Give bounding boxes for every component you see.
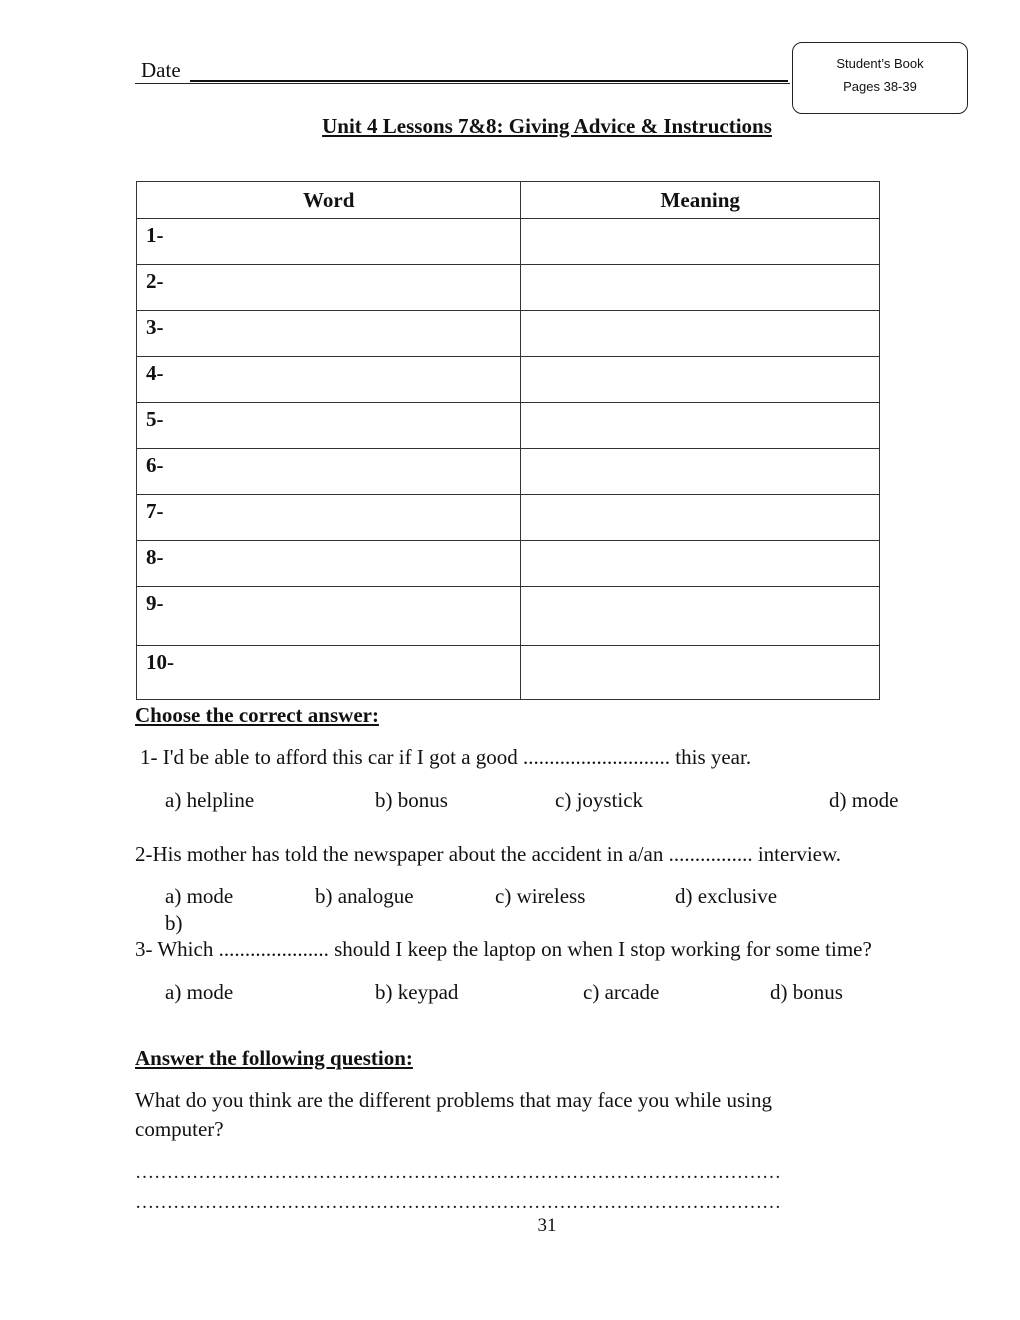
q3-option-d[interactable]: d) bonus	[770, 980, 843, 1004]
answer-line-1[interactable]: …………………………………………………………………………………………	[135, 1162, 781, 1183]
meaning-cell[interactable]	[521, 541, 880, 587]
table-header-row	[137, 182, 880, 219]
meaning-cell[interactable]	[521, 646, 880, 700]
q3-option-a[interactable]: a) mode	[165, 980, 234, 1004]
meaning-cell[interactable]	[521, 219, 880, 265]
page-title: Unit 4 Lessons 7&8: Giving Advice & Instructions	[322, 114, 772, 138]
table-row	[137, 403, 880, 449]
word-cell[interactable]: 9-	[137, 587, 521, 646]
date-blank-line	[190, 80, 788, 82]
word-cell[interactable]: 2-	[137, 265, 521, 311]
vocabulary-table	[136, 181, 880, 700]
meaning-cell[interactable]	[521, 449, 880, 495]
q1-option-c[interactable]: c) joystick	[555, 788, 644, 812]
table-row	[137, 449, 880, 495]
date-label: Date	[141, 58, 181, 82]
table-row	[137, 587, 880, 646]
book-ref-pages: Pages 38-39	[843, 79, 917, 94]
question-1-text: 1- I'd be able to afford this car if I got a good ............................ this year.	[140, 745, 752, 769]
page-number: 31	[537, 1215, 557, 1236]
word-cell[interactable]: 3-	[137, 311, 521, 357]
table-row	[137, 357, 880, 403]
open-question-line-1: What do you think are the different problems that may face you while using	[135, 1088, 773, 1112]
question-2-text: 2-His mother has told the newspaper about the accident in a/an ................ interview.	[135, 842, 842, 866]
word-cell[interactable]: 4-	[137, 357, 521, 403]
word-cell[interactable]: 7-	[137, 495, 521, 541]
q1-option-d[interactable]: d) mode	[829, 788, 899, 812]
table-row	[137, 311, 880, 357]
meaning-cell[interactable]	[521, 357, 880, 403]
word-cell[interactable]: 10-	[137, 646, 521, 700]
word-column-header: Word	[137, 182, 521, 219]
meaning-cell[interactable]	[521, 265, 880, 311]
meaning-cell[interactable]	[521, 495, 880, 541]
book-reference-box	[792, 42, 968, 114]
q2-option-d[interactable]: d) exclusive	[675, 884, 778, 908]
word-cell[interactable]: 1-	[137, 219, 521, 265]
choose-answer-heading: Choose the correct answer:	[135, 703, 379, 727]
meaning-cell[interactable]	[521, 403, 880, 449]
q2-option-a[interactable]: a) mode	[165, 884, 234, 908]
q3-option-b[interactable]: b) keypad	[375, 980, 459, 1004]
q2-option-b[interactable]: b) analogue	[315, 884, 414, 908]
q3-option-c[interactable]: c) arcade	[583, 980, 660, 1004]
q1-option-b[interactable]: b) bonus	[375, 788, 448, 812]
table-row	[137, 646, 880, 700]
meaning-cell[interactable]	[521, 311, 880, 357]
table-row	[137, 495, 880, 541]
meaning-column-header: Meaning	[521, 182, 880, 219]
q2-option-c[interactable]: c) wireless	[495, 884, 586, 908]
word-cell[interactable]: 5-	[137, 403, 521, 449]
q1-option-a[interactable]: a) helpline	[165, 788, 255, 812]
answer-line-2[interactable]: …………………………………………………………………………………………	[135, 1192, 781, 1213]
word-cell[interactable]: 6-	[137, 449, 521, 495]
date-underline	[135, 83, 790, 84]
q2-extra-marker: b)	[165, 911, 183, 935]
question-3-text: 3- Which ..................... should I keep the laptop on when I stop working for some time?	[135, 937, 872, 961]
open-question-line-2: computer?	[135, 1117, 224, 1141]
book-ref-title: Student’s Book	[836, 56, 924, 71]
meaning-cell[interactable]	[521, 587, 880, 646]
table-row	[137, 219, 880, 265]
word-cell[interactable]: 8-	[137, 541, 521, 587]
table-row	[137, 265, 880, 311]
answer-question-heading: Answer the following question:	[135, 1046, 413, 1070]
table-row	[137, 541, 880, 587]
